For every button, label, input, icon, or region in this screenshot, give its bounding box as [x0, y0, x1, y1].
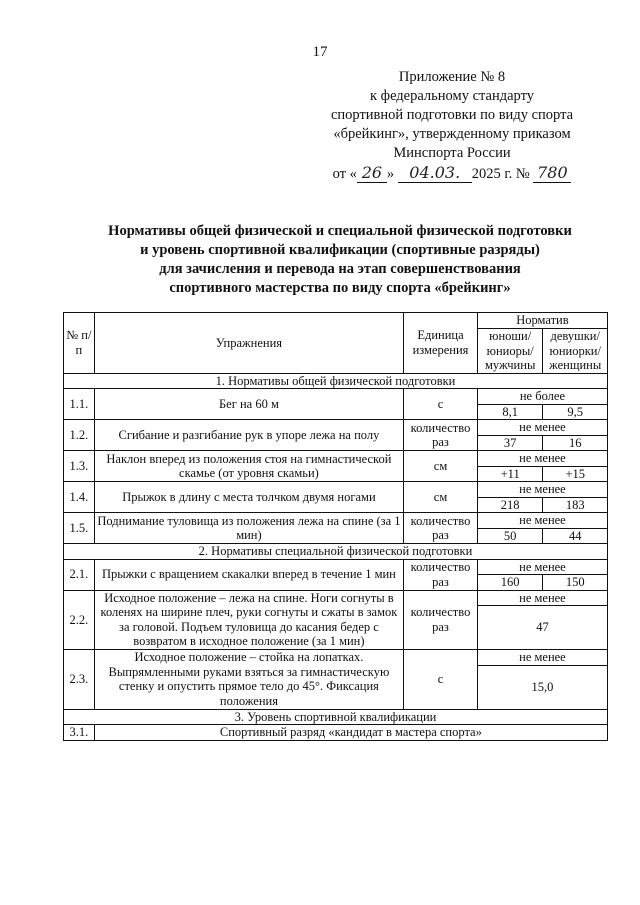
row-unit: количество раз	[404, 590, 478, 650]
row-exercise: Исходное положение – лежа на спине. Ноги согнуты в коленях на ширине плеч, руки согнуты и сжаты в замок за головой. Подъем туловища до касания бедер с возвратом в исходное положение (за 1 мин)	[94, 590, 403, 650]
date-year: 2025 г. №	[471, 166, 530, 182]
row-unit: см	[404, 482, 478, 513]
table-row	[64, 482, 608, 498]
section-3-title: 3. Уровень спортивной квалификации	[64, 709, 608, 725]
header-unit: Единица измерения	[404, 313, 478, 374]
date-prefix: от «	[332, 166, 357, 182]
title-line-4: спортивного мастерства по виду спорта «брейкинг»	[169, 280, 511, 296]
appendix-line-4: «брейкинг», утвержденному приказом	[333, 126, 571, 142]
appendix-line-5: Минспорта России	[393, 145, 511, 161]
row-value-girls: 150	[543, 575, 608, 591]
appendix-header	[302, 68, 602, 184]
row-num: 2.3.	[64, 650, 95, 710]
title-line-1: Нормативы общей физической и специальной физической подготовки	[108, 223, 572, 239]
row-num: 1.3.	[64, 451, 95, 482]
section-1-title: 1. Нормативы общей физической подготовки	[64, 373, 608, 389]
row-unit: количество раз	[404, 559, 478, 590]
row-qualifier: не менее	[477, 559, 607, 575]
row-qualifier: не менее	[477, 650, 607, 666]
header-girls: девушки/ юниорки/ женщины	[543, 329, 608, 374]
title-line-3: для зачисления и перевода на этап совершенствования	[159, 261, 521, 277]
table-row	[64, 451, 608, 467]
header-num: № п/п	[64, 313, 95, 374]
row-value-girls: 44	[543, 528, 608, 544]
row-num: 2.2.	[64, 590, 95, 650]
row-num: 1.4.	[64, 482, 95, 513]
section-2-row	[64, 544, 608, 560]
appendix-line-1: Приложение № 8	[398, 69, 506, 85]
row-qualifier: не менее	[477, 420, 607, 436]
header-norm: Норматив	[477, 313, 607, 329]
appendix-line-3: спортивной подготовки по виду спорта	[330, 107, 574, 123]
order-date-line	[302, 163, 602, 184]
row-unit: с	[404, 389, 478, 420]
row-value-boys: 8,1	[477, 404, 543, 420]
row-value-boys: +11	[477, 466, 543, 482]
row-value-boys: 37	[477, 435, 543, 451]
section-2-title: 2. Нормативы специальной физической подготовки	[64, 544, 608, 560]
table-row	[64, 590, 608, 606]
row-exercise: Прыжок в длину с места толчком двумя ногами	[94, 482, 403, 513]
row-value-girls: +15	[543, 466, 608, 482]
header-boys: юноши/ юниоры/ мужчины	[477, 329, 543, 374]
row-num: 2.1.	[64, 559, 95, 590]
header-row	[64, 313, 608, 329]
document-title	[40, 222, 640, 298]
row-value-both: 15,0	[477, 665, 607, 709]
row-unit: см	[404, 451, 478, 482]
row-value-both: 47	[477, 606, 607, 650]
header-exercise: Упражнения	[94, 313, 403, 374]
title-line-2: и уровень спортивной квалификации (спортивные разряды)	[140, 242, 540, 258]
row-num: 1.5.	[64, 513, 95, 544]
row-unit: количество раз	[404, 513, 478, 544]
table-row	[64, 650, 608, 666]
handwritten-month: 04.03.	[398, 163, 472, 183]
row-value-girls: 9,5	[543, 404, 608, 420]
section-3-row	[64, 709, 608, 725]
appendix-line-2: к федеральному стандарту	[370, 88, 534, 104]
row-qualifier: не менее	[477, 590, 607, 606]
row-value-boys: 218	[477, 497, 543, 513]
handwritten-day: 26	[357, 163, 387, 183]
row-exercise: Прыжки с вращением скакалки вперед в течение 1 мин	[94, 559, 403, 590]
handwritten-order-number: 780	[533, 163, 571, 183]
row-num: 1.2.	[64, 420, 95, 451]
row-value-girls: 183	[543, 497, 608, 513]
row-num: 3.1.	[64, 725, 95, 741]
row-exercise: Поднимание туловища из положения лежа на спине (за 1 мин)	[94, 513, 403, 544]
row-qualifier: не менее	[477, 513, 607, 529]
section-1-row	[64, 373, 608, 389]
row-exercise: Бег на 60 м	[94, 389, 403, 420]
row-unit: количество раз	[404, 420, 478, 451]
norms-table	[63, 312, 608, 741]
row-unit: с	[404, 650, 478, 710]
page-number: 17	[312, 44, 328, 60]
table-row	[64, 513, 608, 529]
row-exercise: Исходное положение – стойка на лопатках. Выпрямленными руками взяться за гимнастическую стенку и опустить прямое тело до 45°. Фиксация положения	[94, 650, 403, 710]
table-row	[64, 420, 608, 436]
row-qualifier: не более	[477, 389, 607, 405]
row-num: 1.1.	[64, 389, 95, 420]
row-qualifier: не менее	[477, 482, 607, 498]
row-value-boys: 160	[477, 575, 543, 591]
row-exercise: Сгибание и разгибание рук в упоре лежа на полу	[94, 420, 403, 451]
row-exercise: Наклон вперед из положения стоя на гимнастической скамье (от уровня скамьи)	[94, 451, 403, 482]
table-row	[64, 389, 608, 405]
row-value-girls: 16	[543, 435, 608, 451]
row-value-boys: 50	[477, 528, 543, 544]
row-qualifier: не менее	[477, 451, 607, 467]
row-exercise: Спортивный разряд «кандидат в мастера спорта»	[94, 725, 607, 741]
date-quote-close: »	[386, 166, 395, 182]
table-row	[64, 725, 608, 741]
table-row	[64, 559, 608, 575]
